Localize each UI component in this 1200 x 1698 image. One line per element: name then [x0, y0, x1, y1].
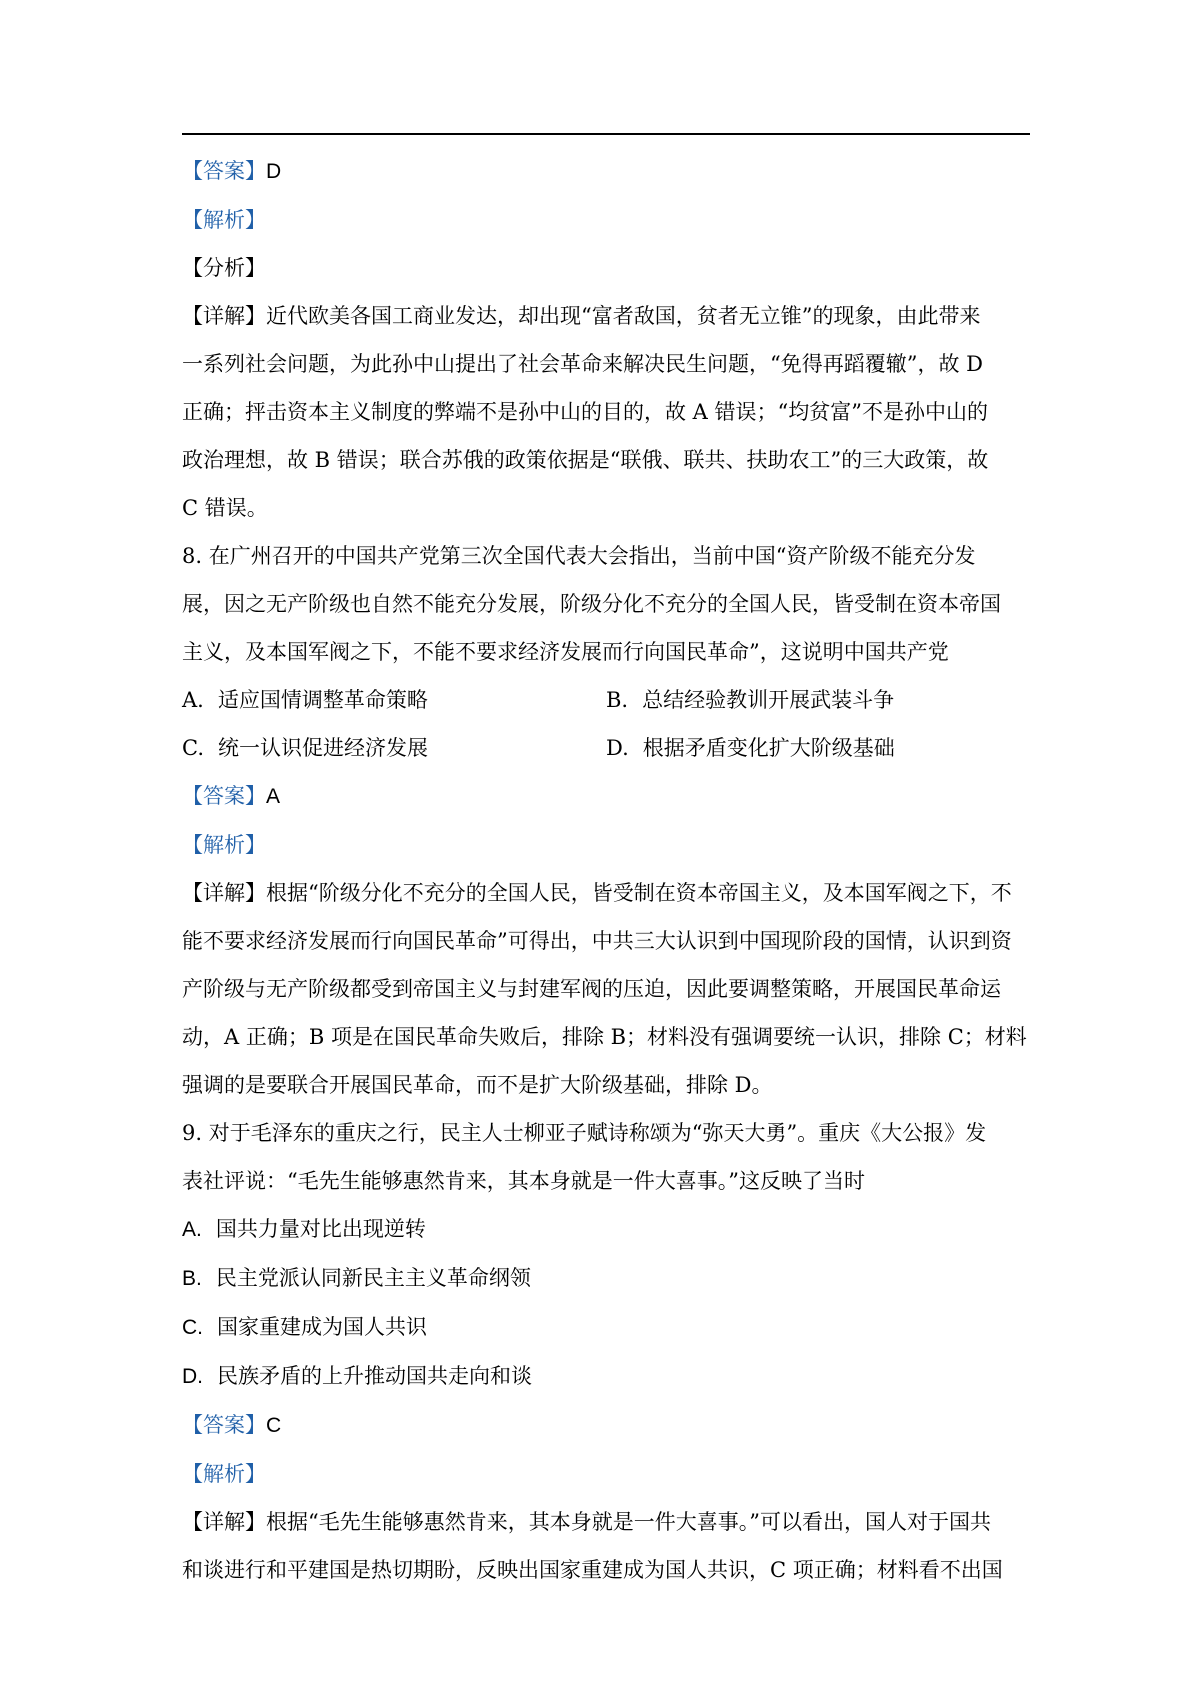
q7-analysis-label: 【解析】 [182, 208, 266, 232]
q9-answer [182, 1401, 1030, 1450]
q9-stem-line-1: 9. 对于毛泽东的重庆之行，民主人士柳亚子赋诗称颂为“弥天大勇”。重庆《大公报》发 [182, 1121, 987, 1145]
q7-detail-line-3: 正确；抨击资本主义制度的弊端不是孙中山的目的，故 A 错误；“均贫富”不是孙中山的 [182, 400, 988, 424]
q8-detail-line-2: 能不要求经济发展而行向国民革命”可得出，中共三大认识到中国现阶段的国情，认识到资 [182, 929, 1012, 953]
answer-label: 【答案】 [182, 1413, 266, 1437]
q8-detail-line-3: 产阶级与无产阶级都受到帝国主义与封建军阀的压迫，因此要调整策略，开展国民革命运 [182, 977, 1001, 1001]
q8-options-row-1 [182, 676, 1030, 724]
q7-detail-line-4: 政治理想，故 B 错误；联合苏俄的政策依据是“联俄、联共、扶助农工”的三大政策，故 [182, 448, 989, 472]
q8-answer [182, 772, 1030, 821]
q9-detail-line-1: 【详解】根据“毛先生能够惠然肯来，其本身就是一件大喜事。”可以看出，国人对于国共 [182, 1510, 991, 1534]
answer-value: A [266, 785, 281, 808]
q7-detail-line-1: 【详解】近代欧美各国工商业发达，却出现“富者敌国，贫者无立锥”的现象，由此带来 [182, 304, 981, 328]
detail-label: 【详解】 [182, 1510, 266, 1534]
document-body [182, 147, 1030, 1594]
answer-label: 【答案】 [182, 784, 266, 808]
q8-option-a: A. 适应国情调整革命策略 [182, 688, 428, 712]
q8-option-b: B. 总结经验教训开展武装斗争 [606, 688, 895, 712]
q8-option-d: D. 根据矛盾变化扩大阶级基础 [606, 736, 895, 760]
q8-option-c: C. 统一认识促进经济发展 [182, 736, 428, 760]
q7-fenxi-label: 【分析】 [182, 256, 266, 280]
answer-value: C [266, 1414, 282, 1437]
answer-value: D [266, 160, 282, 183]
q9-option-d: D. 民族矛盾的上升推动国共走向和谈 [182, 1364, 532, 1388]
q8-detail-line-4: 动，A 正确；B 项是在国民革命失败后，排除 B；材料没有强调要统一认识，排除 C；材料 [182, 1025, 1027, 1049]
q8-options-row-2 [182, 724, 1030, 772]
q8-detail-line-1: 【详解】根据“阶级分化不充分的全国人民，皆受制在资本帝国主义，及本国军阀之下，不 [182, 881, 1012, 905]
q9-option-a: A. 国共力量对比出现逆转 [182, 1217, 426, 1241]
header-rule [182, 133, 1030, 135]
q7-detail-line-5: C 错误。 [182, 496, 268, 520]
q9-option-b: B. 民主党派认同新民主主义革命纲领 [182, 1266, 531, 1290]
q8-stem-line-1: 8. 在广州召开的中国共产党第三次全国代表大会指出，当前中国“资产阶级不能充分发 [182, 544, 976, 568]
q9-analysis-label: 【解析】 [182, 1462, 266, 1486]
q9-stem-line-2: 表社评说：“毛先生能够惠然肯来，其本身就是一件大喜事。”这反映了当时 [182, 1169, 865, 1193]
q8-analysis-label: 【解析】 [182, 833, 266, 857]
q7-detail-line-2: 一系列社会问题，为此孙中山提出了社会革命来解决民生问题，“免得再蹈覆辙”，故 D [182, 352, 983, 376]
detail-label: 【详解】 [182, 881, 266, 905]
q8-stem-line-2: 展，因之无产阶级也自然不能充分发展，阶级分化不充分的全国人民，皆受制在资本帝国 [182, 592, 1001, 616]
answer-label: 【答案】 [182, 159, 266, 183]
detail-label: 【详解】 [182, 304, 266, 328]
q9-option-c: C. 国家重建成为国人共识 [182, 1315, 427, 1339]
q8-stem-line-3: 主义，及本国军阀之下，不能不要求经济发展而行向国民革命”，这说明中国共产党 [182, 640, 949, 664]
q8-detail-line-5: 强调的是要联合开展国民革命，而不是扩大阶级基础，排除 D。 [182, 1073, 773, 1097]
q7-answer [182, 147, 1030, 196]
q9-detail-line-2: 和谈进行和平建国是热切期盼，反映出国家重建成为国人共识，C 项正确；材料看不出国 [182, 1558, 1003, 1582]
